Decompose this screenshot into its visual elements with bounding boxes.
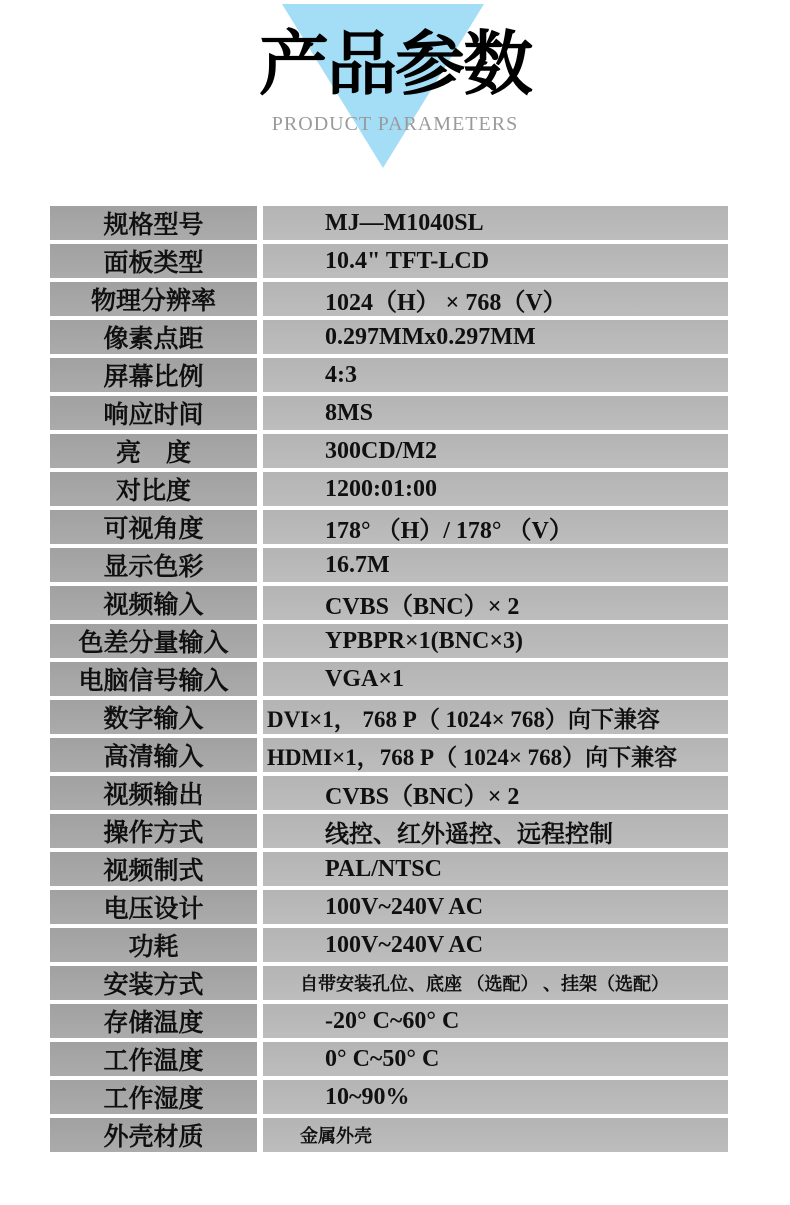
spec-label: 工作温度 <box>50 1042 257 1076</box>
spec-value: MJ—M1040SL <box>263 206 728 240</box>
table-row <box>50 206 728 240</box>
spec-label: 数字输入 <box>50 700 257 734</box>
spec-value: 0.297MMx0.297MM <box>263 320 728 354</box>
spec-label: 操作方式 <box>50 814 257 848</box>
spec-value: PAL/NTSC <box>263 852 728 886</box>
table-row <box>50 282 728 316</box>
table-row <box>50 434 728 468</box>
spec-value: 线控、红外遥控、远程控制 <box>263 814 728 848</box>
spec-value: 8MS <box>263 396 728 430</box>
table-row <box>50 510 728 544</box>
table-row <box>50 472 728 506</box>
spec-value: 300CD/M2 <box>263 434 728 468</box>
spec-value: 1024（H） × 768（V） <box>263 282 728 316</box>
spec-value: 自带安装孔位、底座 （选配） 、挂架（选配） <box>263 966 728 1000</box>
spec-label: 色差分量输入 <box>50 624 257 658</box>
spec-label: 存储温度 <box>50 1004 257 1038</box>
table-row <box>50 320 728 354</box>
table-row <box>50 244 728 278</box>
spec-value: CVBS（BNC）× 2 <box>263 776 728 810</box>
page-title: 产品参数 <box>259 23 531 105</box>
table-row <box>50 662 728 696</box>
spec-value: 100V~240V AC <box>263 890 728 924</box>
spec-value: 10.4" TFT-LCD <box>263 244 728 278</box>
spec-value: DVI×1， 768 P（ 1024× 768）向下兼容 <box>263 700 728 734</box>
spec-value: 0° C~50° C <box>263 1042 728 1076</box>
spec-label: 规格型号 <box>50 206 257 240</box>
spec-value: 10~90% <box>263 1080 728 1114</box>
spec-label: 外壳材质 <box>50 1118 257 1152</box>
table-row <box>50 358 728 392</box>
spec-label: 视频输出 <box>50 776 257 810</box>
page-subtitle: PRODUCT PARAMETERS <box>271 113 519 135</box>
spec-label: 显示色彩 <box>50 548 257 582</box>
spec-value: CVBS（BNC）× 2 <box>263 586 728 620</box>
spec-label: 工作湿度 <box>50 1080 257 1114</box>
spec-value: VGA×1 <box>263 662 728 696</box>
spec-value: HDMI×1，768 P（ 1024× 768）向下兼容 <box>263 738 728 772</box>
spec-label: 像素点距 <box>50 320 257 354</box>
table-row <box>50 586 728 620</box>
spec-label: 高清输入 <box>50 738 257 772</box>
table-row <box>50 548 728 582</box>
spec-label: 对比度 <box>50 472 257 506</box>
spec-value: 金属外壳 <box>263 1118 728 1152</box>
table-row <box>50 1004 728 1038</box>
spec-value: 16.7M <box>263 548 728 582</box>
spec-value: 100V~240V AC <box>263 928 728 962</box>
spec-label: 可视角度 <box>50 510 257 544</box>
spec-value: YPBPR×1(BNC×3) <box>263 624 728 658</box>
table-row <box>50 966 728 1000</box>
spec-label: 亮 度 <box>50 434 257 468</box>
table-row <box>50 624 728 658</box>
spec-label: 电脑信号输入 <box>50 662 257 696</box>
table-row <box>50 814 728 848</box>
spec-label: 视频制式 <box>50 852 257 886</box>
spec-label: 响应时间 <box>50 396 257 430</box>
spec-label: 屏幕比例 <box>50 358 257 392</box>
table-row <box>50 776 728 810</box>
table-row <box>50 1042 728 1076</box>
table-row <box>50 700 728 734</box>
table-row <box>50 890 728 924</box>
table-row <box>50 396 728 430</box>
spec-value: 4:3 <box>263 358 728 392</box>
spec-label: 面板类型 <box>50 244 257 278</box>
table-row <box>50 738 728 772</box>
spec-label: 物理分辨率 <box>50 282 257 316</box>
table-row <box>50 852 728 886</box>
spec-label: 安装方式 <box>50 966 257 1000</box>
spec-label: 功耗 <box>50 928 257 962</box>
spec-value: 178° （H）/ 178° （V） <box>263 510 728 544</box>
table-row <box>50 1080 728 1114</box>
spec-label: 电压设计 <box>50 890 257 924</box>
spec-value: -20° C~60° C <box>263 1004 728 1038</box>
spec-table <box>50 206 728 1152</box>
page-header <box>0 0 790 195</box>
spec-label: 视频输入 <box>50 586 257 620</box>
spec-value: 1200:01:00 <box>263 472 728 506</box>
table-row <box>50 1118 728 1152</box>
table-row <box>50 928 728 962</box>
